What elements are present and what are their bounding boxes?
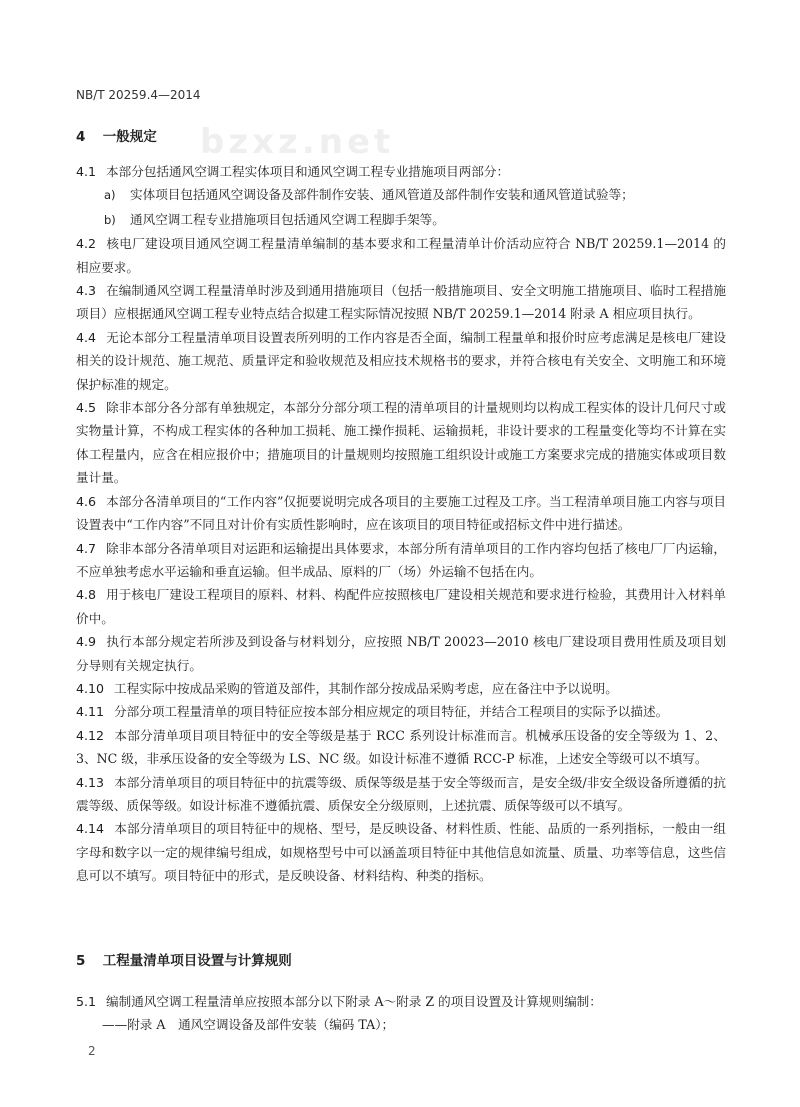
clause-text: 除非本部分各分部有单独规定，本部分分部分项工程的清单项目的计量规则均以构成工程实体的设计几何尺寸或实物量计算，不构成工程实体的各种加工损耗、施工操作损耗、运输损耗，非设计要求的工程量变化等均不计算在实体工程量内，应含在相应报价中；措施项目的计量规则均按照施工组织设计或施工方案要求完成的措施实体或项目数量计量。 [76, 400, 726, 486]
clause-text: 无论本部分工程量清单项目设置表所列明的工作内容是否全面，编制工程量单和报价时应考虑满足是核电厂建设相关的设计规范、施工规范、质量评定和验收规范及相应技术规格书的要求，并符合核电有关安全、文明施工和环境保护标准的规定。 [76, 329, 726, 392]
clause-number: 4.9 [76, 634, 97, 650]
clause-4-10 [76, 677, 726, 700]
clause-4-12 [76, 724, 726, 771]
clause-text: 分部分项工程量清单的项目特征应按本部分相应规定的项目特征，并结合工程项目的实际予以描述。 [114, 704, 669, 720]
clause-4-14 [76, 817, 726, 887]
section-title: 一般规定 [102, 129, 157, 145]
clause-number: 4.2 [76, 236, 97, 252]
subitem-b [76, 208, 726, 232]
clause-4-9 [76, 630, 726, 677]
clause-text: 本部分清单项目的项目特征中的抗震等级、质保等级是基于安全等级而言，是安全级/非安全级设备所遵循的抗震等级、质保等级。如设计标准不遵循抗震、质保安全分级原则，上述抗震、质保等级可以不填写。 [76, 774, 726, 813]
appendix-list-item: ——附录 A 通风空调设备及部件安装（编码 TA）； [102, 1017, 395, 1032]
clause-text: 本部分包括通风空调工程实体项目和通风空调工程专业措施项目两部分： [106, 164, 510, 179]
clause-4-13 [76, 771, 726, 818]
clause-text: 核电厂建设项目通风空调工程量清单编制的基本要求和工程量清单计价活动应符合 NB/T 20259.1—2014 的相应要求。 [76, 236, 726, 275]
clause-text: 编制通风空调工程量清单应按照本部分以下附录 A～附录 Z 的项目设置及计算规则编制： [106, 994, 602, 1009]
watermark: bzxz.net [200, 122, 395, 162]
section-5-body [76, 990, 726, 1036]
subitem-label: a) [104, 188, 116, 203]
clause-4-11 [76, 700, 726, 723]
clause-number: 4.10 [76, 680, 105, 696]
clause-4-2 [76, 232, 726, 279]
standard-number-header: NB/T 20259.4—2014 [76, 88, 201, 102]
clause-number: 4.6 [76, 493, 97, 509]
subitem-a [76, 183, 726, 207]
subitem-text: 通风空调工程专业措施项目包括通风空调工程脚手架等。 [130, 211, 445, 227]
clause-4-7 [76, 537, 726, 584]
clause-number: 4.5 [76, 400, 97, 416]
clause-4-3 [76, 279, 726, 326]
subitem-text: 实体项目包括通风空调设备及部件制作安装、通风管道及部件制作安装和通风管道试验等； [130, 187, 634, 203]
clause-number: 4.7 [76, 540, 97, 556]
section-number: 4 [76, 129, 86, 145]
clause-number: 4.4 [76, 329, 97, 345]
clause-number: 4.8 [76, 587, 97, 603]
clause-text: 在编制通风空调工程量清单时涉及到通用措施项目（包括一般措施项目、安全文明施工措施项目、临时工程措施项目）应根据通风空调工程专业特点结合拟建工程实际情况按照 NB/T 20259.1—2014 附录 A 相应项目执行。 [76, 283, 726, 322]
section-number: 5 [76, 953, 86, 969]
clause-4-1 [76, 160, 726, 183]
clause-number: 4.13 [76, 774, 105, 790]
clause-text: 本部分清单项目的项目特征中的规格、型号，是反映设备、材料性质、性能、品质的一系列指标，一般由一组字母和数字以一定的规律编号组成，如规格型号中可以涵盖项目特征中其他信息如流量、质量、功率等信息，这些信息可以不填写。项目特征中的形式，是反映设备、材料结构、种类的指标。 [76, 821, 726, 884]
section-5-heading [76, 949, 292, 969]
clause-4-5 [76, 396, 726, 490]
section-title: 工程量清单项目设置与计算规则 [102, 953, 292, 969]
clause-text: 除非本部分各清单项目对运距和运输提出具体要求，本部分所有清单项目的工作内容均包括了核电厂厂内运输，不应单独考虑水平运输和垂直运输。但半成品、原料的厂（场）外运输不包括在内。 [76, 540, 726, 579]
clause-text: 执行本部分规定若所涉及到设备与材料划分，应按照 NB/T 20023—2010 核电厂建设项目费用性质及项目划分导则有关规定执行。 [76, 634, 726, 673]
clause-4-6 [76, 490, 726, 537]
section-4-heading [76, 125, 157, 145]
subitem-label: b) [104, 212, 116, 227]
clause-4-8 [76, 583, 726, 630]
clause-number: 5.1 [76, 994, 97, 1009]
clause-number: 4.1 [76, 164, 97, 179]
clause-number: 4.14 [76, 821, 105, 837]
section-4-body [76, 160, 726, 888]
clause-text: 用于核电厂建设工程项目的原料、材料、构配件应按照核电厂建设相关规范和要求进行检验，其费用计入材料单价中。 [76, 587, 726, 626]
clause-text: 本部分清单项目项目特征中的安全等级是基于 RCC 系列设计标准而言。机械承压设备的安全等级为 1、2、3、NC 级，非承压设备的安全等级为 LS、NC 级。如设计标准不遵循 RCC-P 标准，上述安全等级可以不填写。 [76, 727, 726, 767]
clause-number: 4.11 [76, 704, 105, 720]
clause-text: 本部分各清单项目的“工作内容”仅扼要说明完成各项目的主要施工过程及工序。当工程清单项目施工内容与项目设置表中“工作内容”不同且对计价有实质性影响时，应在该项目的项目特征或招标文件中进行描述。 [76, 493, 726, 533]
clause-5-1 [76, 990, 726, 1013]
clause-4-4 [76, 326, 726, 396]
page-number: 2 [88, 1044, 96, 1058]
clause-number: 4.12 [76, 727, 105, 743]
clause-number: 4.3 [76, 283, 97, 299]
clause-text: 工程实际中按成品采购的管道及部件，其制作部分按成品采购考虑，应在备注中予以说明。 [114, 680, 618, 696]
